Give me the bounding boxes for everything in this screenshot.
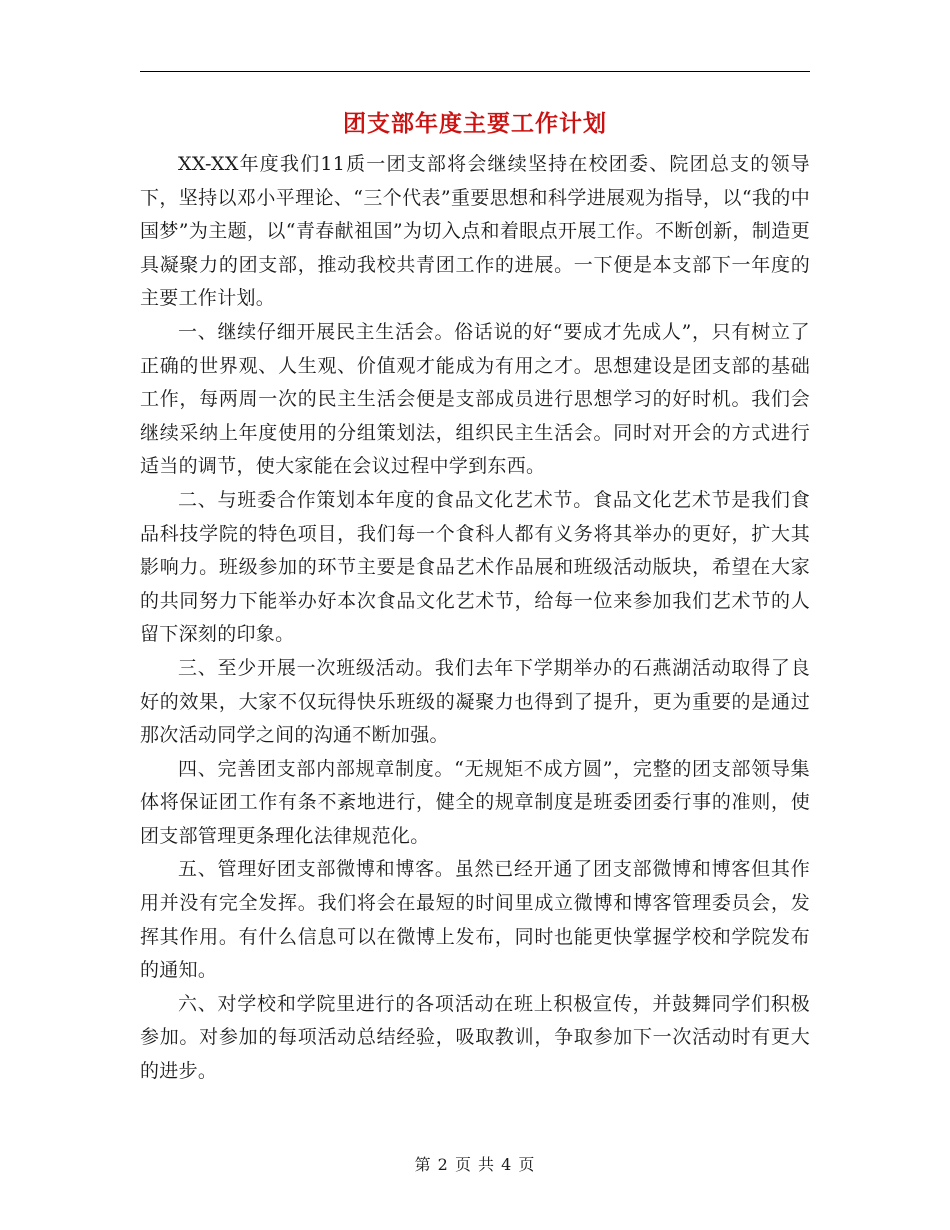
header-rule bbox=[140, 71, 810, 72]
plan-item-6: 六、对学校和学院里进行的各项活动在班上积极宣传，并鼓舞同学们积极参加。对参加的每项活动总结经验，吸取教训，争取参加下一次活动时有更大的进步。 bbox=[140, 992, 810, 1083]
page-number-footer: 第 2 页 共 4 页 bbox=[414, 1155, 536, 1174]
document-body bbox=[140, 148, 810, 1089]
document-title: 团支部年度主要工作计划 bbox=[343, 110, 607, 137]
plan-item-3: 三、至少开展一次班级活动。我们去年下学期举办的石燕湖活动取得了良好的效果，大家不仅玩得快乐班级的凝聚力也得到了提升，更为重要的是通过那次活动同学之间的沟通不断加强。 bbox=[140, 656, 810, 747]
plan-item-1: 一、继续仔细开展民主生活会。俗话说的好“要成才先成人”，只有树立了正确的世界观、人生观、价值观才能成为有用之才。思想建设是团支部的基础工作，每两周一次的民主生活会便是支部成员进行思想学习的好时机。我们会继续采纳上年度使用的分组策划法，组织民主生活会。同时对开会的方式进行适当的调节，使大家能在会议过程中学到东西。 bbox=[140, 320, 810, 478]
plan-item-5: 五、管理好团支部微博和博客。虽然已经开通了团支部微博和博客但其作用并没有完全发挥。我们将会在最短的时间里成立微博和博客管理委员会，发挥其作用。有什么信息可以在微博上发布，同时也能更快掌握学校和学院发布的通知。 bbox=[140, 858, 810, 982]
plan-item-2: 二、与班委合作策划本年度的食品文化艺术节。食品文化艺术节是我们食品科技学院的特色项目，我们每一个食科人都有义务将其举办的更好，扩大其影响力。班级参加的环节主要是食品艺术作品展和班级活动版块，希望在大家的共同努力下能举办好本次食品文化艺术节，给每一位来参加我们艺术节的人留下深刻的印象。 bbox=[140, 488, 810, 646]
plan-item-4: 四、完善团支部内部规章制度。“无规矩不成方圆”，完整的团支部领导集体将保证团工作有条不紊地进行，健全的规章制度是班委团委行事的准则，使团支部管理更条理化法律规范化。 bbox=[140, 757, 810, 847]
intro-paragraph: XX-XX年度我们11质一团支部将会继续坚持在校团委、院团总支的领导下，坚持以邓小平理论、“三个代表”重要思想和科学进展观为指导，以“我的中国梦”为主题，以“青春献祖国”为切入点和着眼点开展工作。不断创新，制造更具凝聚力的团支部，推动我校共青团工作的进展。一下便是本支部下一年度的主要工作计划。 bbox=[140, 153, 810, 310]
